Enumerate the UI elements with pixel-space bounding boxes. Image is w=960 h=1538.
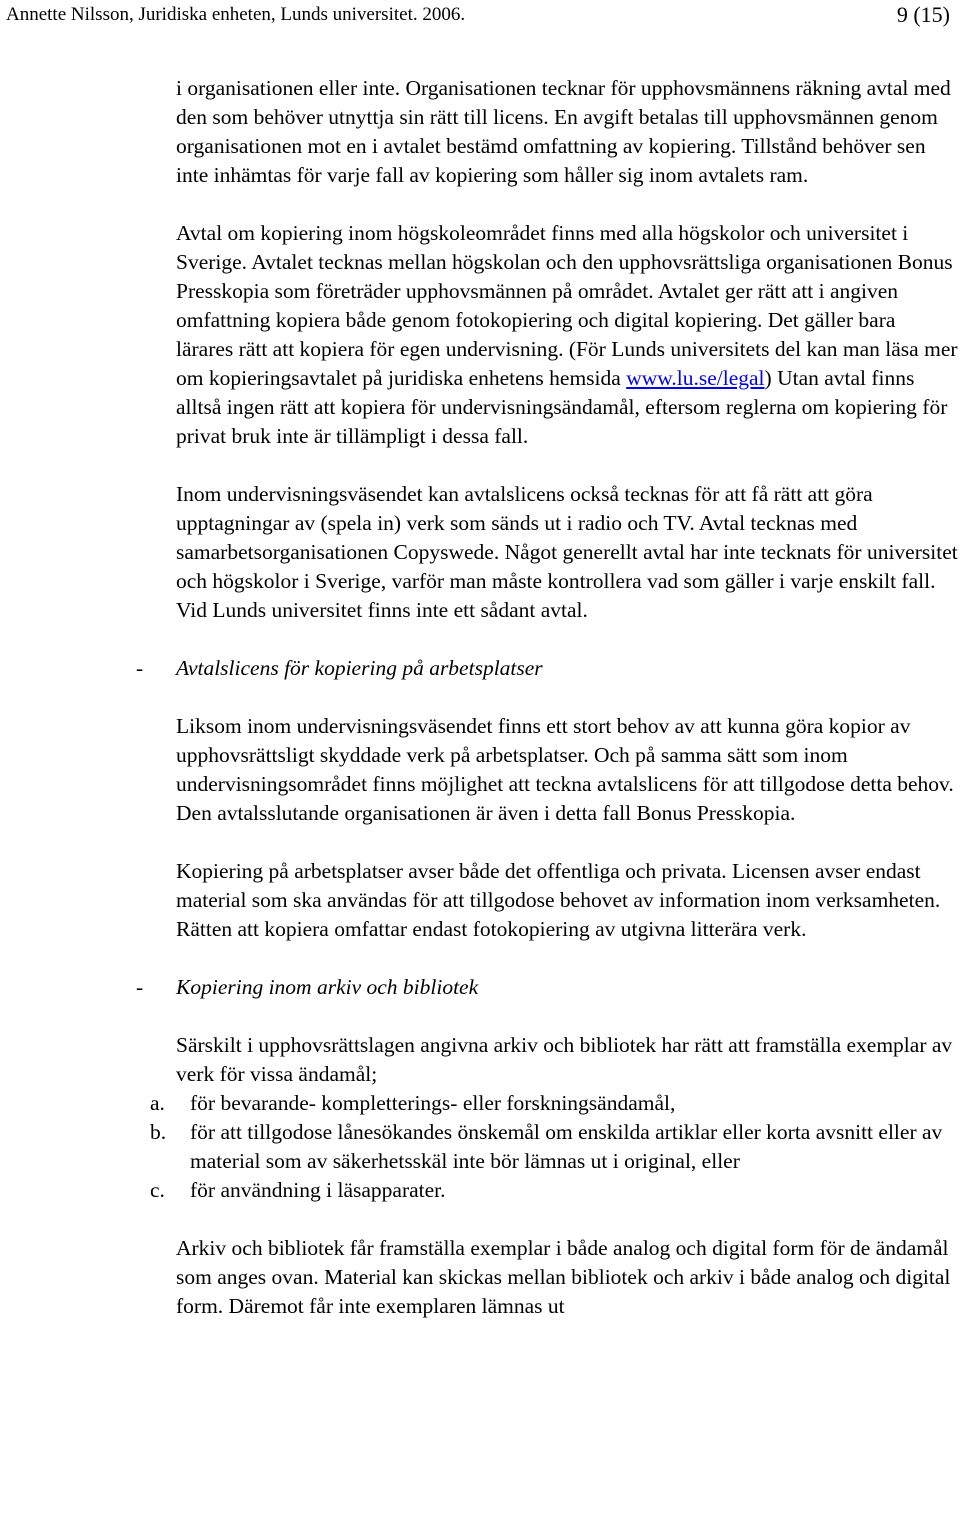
paragraph-radio-tv: Inom undervisningsväsendet kan avtalslicens också tecknas för att få rätt att göra upptagningar av (spela in) verk som sänds ut i radio och TV. Avtal tecknas med samarbetsorganisationen Copyswede. Något generellt avtal har inte tecknats för universitet och högskolor i Sverige, varför man måste kontrollera vad som gäller i varje enskilt fall. Vid Lunds universitet finns inte ett sådant avtal. <box>176 482 958 622</box>
paragraph-workplace-scope: Kopiering på arbetsplatser avser både det offentliga och privata. Licensen avser endast material som ska användas för att tillgodose behovet av information inom verksamheten. Rätten att kopiera omfattar endast fotokopiering av utgivna litterära verk. <box>176 859 941 941</box>
dash-bullet: - <box>136 975 144 999</box>
legal-website-link[interactable]: www.lu.se/legal <box>626 366 765 390</box>
list-item <box>150 1089 958 1118</box>
section-heading-workplace <box>136 654 958 683</box>
paragraph-higher-education <box>176 219 958 451</box>
list-item-text: för användning i läsapparater. <box>190 1178 446 1202</box>
list-item <box>150 1118 958 1176</box>
page-number: 9 (15) <box>896 2 950 27</box>
paragraph-archives-forms: Arkiv och bibliotek får framställa exemplar i både analog och digital form för de ändamål som anges ovan. Material kan skickas mellan bibliotek och arkiv i både analog och digital form. Däremot får inte exemplaren lämnas ut <box>176 1236 951 1318</box>
list-marker: c. <box>150 1178 165 1202</box>
paragraph-workplace-need: Liksom inom undervisningsväsendet finns ett stort behov av att kunna göra kopior av upphovsrättsligt skyddade verk på arbetsplatser. Och på samma sätt som inom undervisningsområdet finns möjlighet att teckna avtalslicens för att tillgodose detta behov. Den avtalsslutande organisationen är även i detta fall Bonus Presskopia. <box>176 714 954 825</box>
list-marker: a. <box>150 1091 165 1115</box>
document-body <box>136 74 958 1321</box>
page-header <box>0 0 960 30</box>
paragraph-text: Avtal om kopiering inom högskoleområdet finns med alla högskolor och universitet i Sverige. Avtalet tecknas mellan högskolan och den upphovsrättsliga organisationen Bonus Presskopia som företräder upphovsmännen på området. Avtalet ger rätt att i angiven omfattning kopiera både genom fotokopiering och digital kopiering. Det gäller bara lärares rätt att kopiera för egen undervisning. (För Lunds universitets del kan man läsa mer om kopieringsavtalet på juridiska enhetens hemsida <box>176 221 958 390</box>
paragraph-archives-intro: Särskilt i upphovsrättslagen angivna arkiv och bibliotek har rätt att framställa exemplar av verk för vissa ändamål; <box>176 1033 953 1086</box>
list-item-text: för att tillgodose lånesökandes önskemål om enskilda artiklar eller korta avsnitt eller av material som av säkerhetsskäl inte bör lämnas ut i original, eller <box>190 1120 943 1173</box>
paragraph-text: ) Utan avtal finns alltså ingen rätt att kopiera för undervisningsändamål, eftersom reglerna om kopiering för privat bruk inte är tillämpligt i dessa fall. <box>176 366 948 448</box>
list-item <box>150 1176 958 1205</box>
list-item-text: för bevarande- kompletterings- eller forskningsändamål, <box>190 1091 676 1115</box>
section-heading-text: Avtalslicens för kopiering på arbetsplatser <box>176 656 543 680</box>
list-marker: b. <box>150 1120 167 1144</box>
paragraph-licensing-org: i organisationen eller inte. Organisationen tecknar för upphovsmännens räkning avtal med den som behöver utnyttja sin rätt till licens. En avgift betalas till upphovsmännen genom organisationen mot en i avtalet bestämd omfattning av kopiering. Tillstånd behöver sen inte inhämtas för varje fall av kopiering som håller sig inom avtalets ram. <box>176 76 951 187</box>
section-heading-text: Kopiering inom arkiv och bibliotek <box>176 975 479 999</box>
section-heading-archives <box>136 973 958 1002</box>
header-author: Annette Nilsson, Juridiska enheten, Lunds universitet. 2006. <box>6 4 466 25</box>
dash-bullet: - <box>136 656 144 680</box>
